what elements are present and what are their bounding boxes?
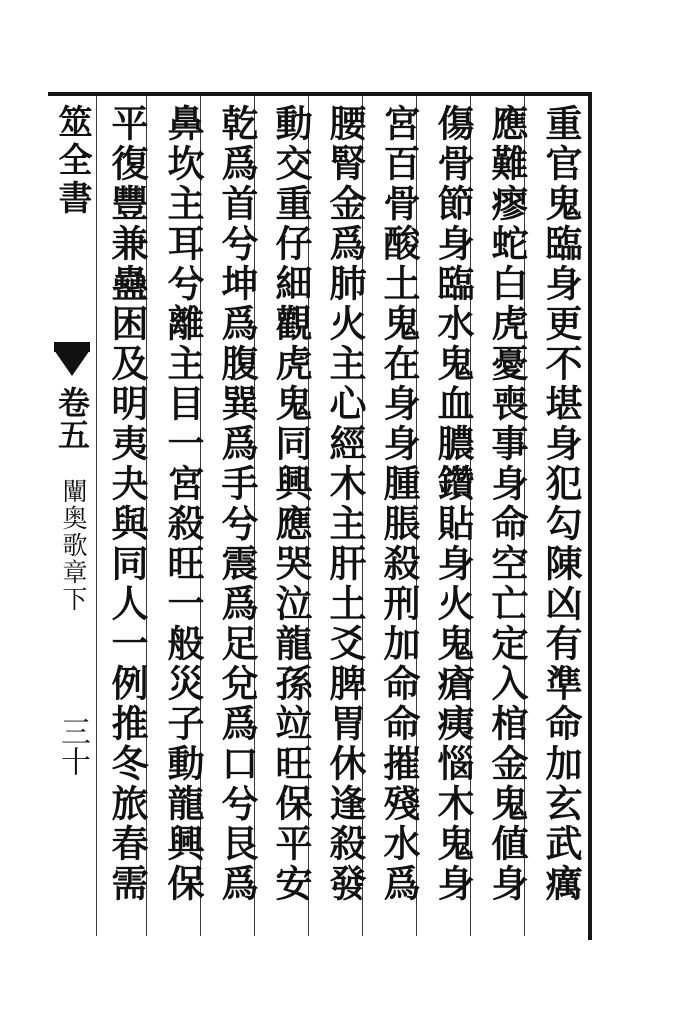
text-column-3: 傷骨節身臨水鬼血膿鑽貼身火鬼瘡痍惱木鬼身 xyxy=(431,104,475,904)
fishtail-mark xyxy=(54,350,90,376)
frame-top-rule xyxy=(48,92,588,96)
text-column-6: 動交重仔細觀虎鬼同興應哭泣龍孫竝旺保平安 xyxy=(269,104,313,904)
page-margin-column xyxy=(50,96,94,940)
column-rule xyxy=(96,96,97,936)
book-title: 筮全書 xyxy=(52,104,92,218)
frame-right-rule xyxy=(588,92,592,940)
text-column-4: 宮百骨酸土鬼在身身腫脹殺刑加命命摧殘水爲 xyxy=(377,104,421,904)
section-label: 闡奥歌章下 xyxy=(59,478,88,613)
text-column-8: 鼻坎主耳兮離主目一宮殺旺一般災子動龍興保 xyxy=(161,104,205,904)
volume-label: 卷五 xyxy=(53,386,91,450)
text-column-2: 應難瘳蛇白虎憂喪事身命空亡定入棺金鬼値身 xyxy=(485,104,529,904)
text-column-1: 重官鬼臨身更不堪身犯勾陳凶有準命加玄武癘 xyxy=(539,104,583,904)
text-column-9: 平復豐兼蠱困及明夷夬與同人一例推冬旅春需 xyxy=(105,104,149,904)
text-column-7: 乾爲首兮坤爲腹巽爲手兮震爲足兌爲口兮艮爲 xyxy=(215,104,259,904)
page-number: 三十 xyxy=(55,716,90,776)
text-column-5: 腰腎金爲肺火主心經木主肝土爻脾胃休逢殺發 xyxy=(323,104,367,904)
